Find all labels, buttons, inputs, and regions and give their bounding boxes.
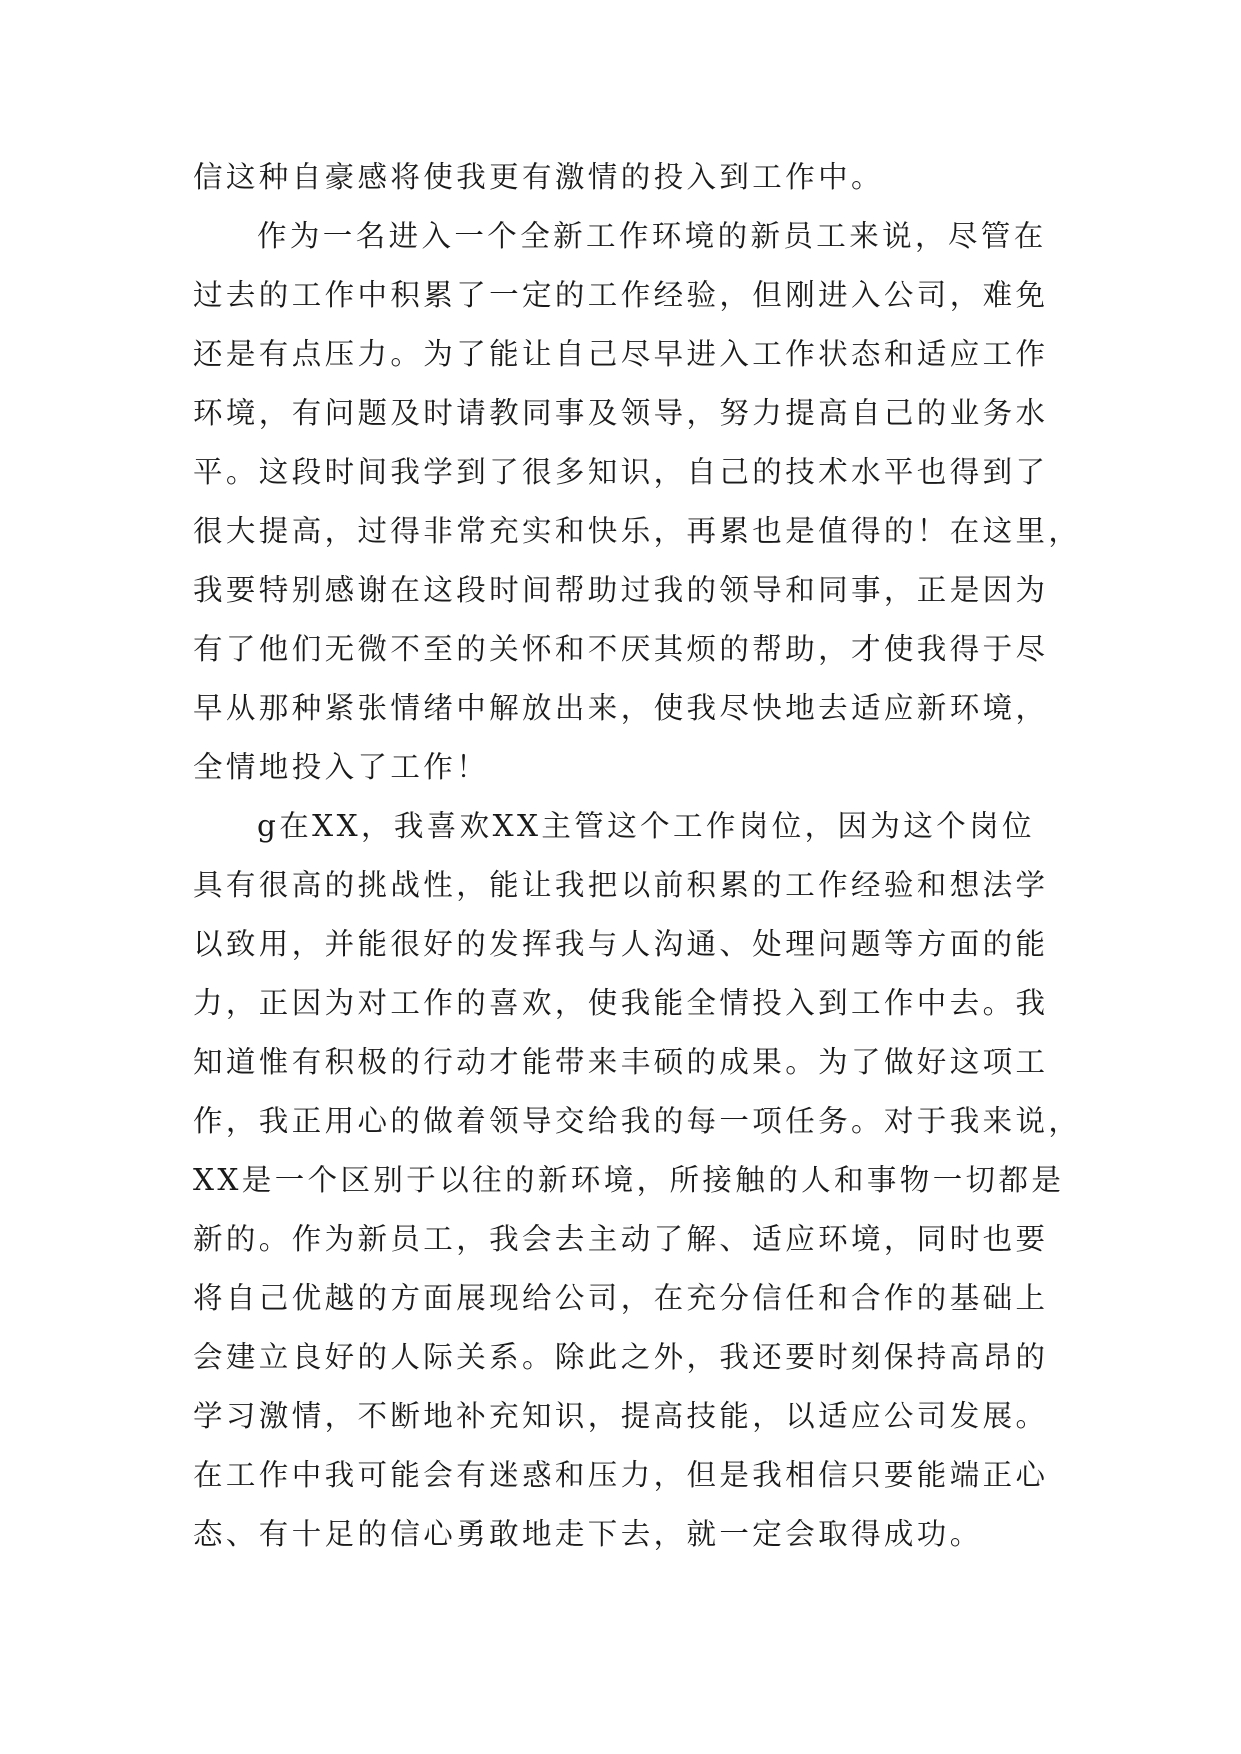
text-line: XX是一个区别于以往的新环境，所接触的人和事物一切都是 [193, 1163, 1065, 1197]
text-line: 力，正因为对工作的喜欢，使我能全情投入到工作中去。我 [193, 986, 1049, 1020]
text-line: 作为一名进入一个全新工作环境的新员工来说，尽管在 [257, 219, 1047, 253]
text-line: 具有很高的挑战性，能让我把以前积累的工作经验和想法学 [193, 868, 1049, 902]
text-line: 全情地投入了工作！ [193, 750, 490, 784]
text-line: 有了他们无微不至的关怀和不厌其烦的帮助，才使我得于尽 [193, 632, 1049, 666]
text-line: 以致用，并能很好的发挥我与人沟通、处理问题等方面的能 [193, 927, 1049, 961]
text-line: 知道惟有积极的行动才能带来丰硕的成果。为了做好这项工 [193, 1045, 1049, 1079]
text-line: 环境，有问题及时请教同事及领导，努力提高自己的业务水 [193, 396, 1049, 430]
text-line: 过去的工作中积累了一定的工作经验，但刚进入公司，难免 [193, 278, 1049, 312]
text-line: 将自己优越的方面展现给公司，在充分信任和合作的基础上 [193, 1281, 1049, 1315]
text-line: 很大提高，过得非常充实和快乐，再累也是值得的！在这里， [193, 514, 1082, 548]
text-line: 我要特别感谢在这段时间帮助过我的领导和同事，正是因为 [193, 573, 1049, 607]
document-body [193, 148, 1082, 1564]
text-line: g在XX，我喜欢XX主管这个工作岗位，因为这个岗位 [257, 809, 1035, 843]
text-line: 早从那种紧张情绪中解放出来，使我尽快地去适应新环境， [193, 691, 1049, 725]
text-line: 在工作中我可能会有迷惑和压力，但是我相信只要能端正心 [193, 1458, 1049, 1492]
text-line: 新的。作为新员工，我会去主动了解、适应环境，同时也要 [193, 1222, 1049, 1256]
text-line: 平。这段时间我学到了很多知识，自己的技术水平也得到了 [193, 455, 1049, 489]
text-line: 还是有点压力。为了能让自己尽早进入工作状态和适应工作 [193, 337, 1049, 371]
text-line: 作，我正用心的做着领导交给我的每一项任务。对于我来说， [193, 1104, 1082, 1138]
text-line: 会建立良好的人际关系。除此之外，我还要时刻保持高昂的 [193, 1340, 1049, 1374]
paragraph-1 [193, 148, 1063, 207]
paragraph-3 [193, 797, 1082, 1564]
text-line: 态、有十足的信心勇敢地走下去，就一定会取得成功。 [193, 1517, 983, 1551]
text-line: 信这种自豪感将使我更有激情的投入到工作中。 [193, 160, 884, 194]
text-line: 学习激情，不断地补充知识，提高技能，以适应公司发展。 [193, 1399, 1049, 1433]
paragraph-2 [193, 207, 1082, 797]
